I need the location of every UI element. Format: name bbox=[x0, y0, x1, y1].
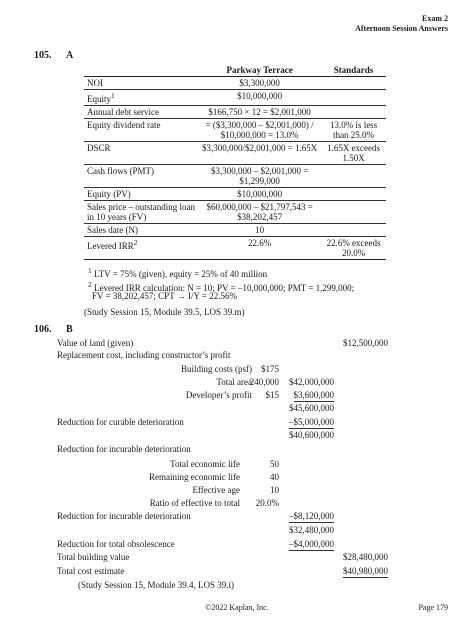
total-cost-value: $40,980,000 bbox=[343, 566, 388, 576]
total-economic-life: 50 bbox=[270, 459, 279, 469]
row-standard bbox=[321, 77, 386, 90]
incurable-deterioration-value: –$8,120,000 bbox=[289, 511, 334, 521]
curable-deterioration-value: –$5,000,000 bbox=[289, 417, 334, 427]
row-label: Annual debt service bbox=[84, 106, 198, 119]
row-standard bbox=[321, 106, 386, 119]
remaining-economic-life: 40 bbox=[270, 472, 279, 482]
row-value: $10,000,000 bbox=[198, 188, 321, 201]
footnote-2-line1: Levered IRR calculation: N = 10; PV = –10,000,000; PMT = 1,299,000; bbox=[94, 283, 355, 293]
total-economic-life-label: Total economic life bbox=[170, 459, 240, 469]
page-number: Page 179 bbox=[418, 603, 448, 612]
row-value: 10 bbox=[198, 224, 321, 237]
copyright: ©2022 Kaplan, Inc. bbox=[205, 603, 269, 612]
footnote-2-line2: FV = 38,202,457; CPT → I/Y = 22.56% bbox=[92, 291, 237, 301]
column-header-standards: Standards bbox=[321, 64, 386, 77]
row-standard: 1.65X exceeds 1.50X bbox=[321, 142, 386, 165]
ratio-label: Ratio of effective to total bbox=[149, 498, 240, 508]
row-label-cell bbox=[84, 90, 198, 106]
row-value: = ($3,300,000 – $2,001,000) / $10,000,000 = 13.0% bbox=[198, 119, 321, 142]
replacement-cost-label: Replacement cost, including constructor’s profit bbox=[57, 350, 231, 360]
value-of-land-label: Value of land (given) bbox=[57, 338, 134, 348]
obsolescence-label: Reduction for total obsolescence bbox=[57, 539, 175, 549]
row-label: Sales price – outstanding loan in 10 years (FV) bbox=[84, 201, 198, 224]
table-row bbox=[84, 188, 386, 201]
obsolescence-value: –$4,000,000 bbox=[289, 539, 334, 549]
row-label: NOI bbox=[84, 77, 198, 90]
row-value: $166,750 × 12 = $2,001,000 bbox=[198, 106, 321, 119]
row-label: Levered IRR bbox=[87, 241, 134, 251]
row-value: $10,000,000 bbox=[198, 90, 321, 106]
remaining-economic-life-label: Remaining economic life bbox=[149, 472, 240, 482]
footnote-1-text: LTV = 75% (given), equity = 25% of 40 million bbox=[94, 269, 268, 279]
row-standard bbox=[321, 201, 386, 224]
table-row bbox=[84, 90, 386, 106]
session-label: Afternoon Session Answers bbox=[355, 24, 448, 33]
subtotal-after-curable: $40,600,000 bbox=[289, 430, 334, 440]
row-label: Cash flows (PMT) bbox=[84, 165, 198, 188]
value-of-land: $12,500,000 bbox=[343, 338, 388, 348]
row-label: Equity (PV) bbox=[84, 188, 198, 201]
table-row bbox=[84, 106, 386, 119]
row-standard: 22.6% exceeds 20.0% bbox=[321, 237, 386, 260]
building-costs-label: Building costs (psf) bbox=[181, 364, 252, 374]
q106-reference: (Study Session 15, Module 39.4, LOS 39.i) bbox=[78, 580, 235, 590]
total-area-label: Total area bbox=[216, 377, 252, 387]
row-label: Equity bbox=[87, 94, 111, 104]
row-value: $3,300,000/$2,001,000 = 1.65X bbox=[198, 142, 321, 165]
row-label: Equity dividend rate bbox=[84, 119, 198, 142]
footnote-marker: 2 bbox=[133, 238, 138, 247]
footnote-1-marker: 1 bbox=[88, 266, 92, 275]
developer-profit-value: $3,600,000 bbox=[293, 390, 334, 400]
row-value: $3,300,000 bbox=[198, 77, 321, 90]
total-cost-label: Total cost estimate bbox=[57, 566, 125, 576]
row-label: DSCR bbox=[84, 142, 198, 165]
exam-label: Exam 2 bbox=[422, 14, 448, 23]
total-building-label: Total building value bbox=[57, 552, 130, 562]
effective-age: 10 bbox=[270, 485, 279, 495]
row-label: Sales date (N) bbox=[84, 224, 198, 237]
table-header-blank bbox=[84, 64, 198, 77]
subtotal-replacement-cost: $45,600,000 bbox=[289, 403, 334, 413]
row-standard bbox=[321, 90, 386, 106]
q105-reference: (Study Session 15, Module 39.5, LOS 39.m) bbox=[84, 307, 245, 317]
q105-number: 105. bbox=[34, 50, 52, 61]
building-costs: $175 bbox=[261, 364, 279, 374]
table-row bbox=[84, 224, 386, 237]
column-header-property: Parkway Terrace bbox=[198, 64, 321, 77]
table-header-row bbox=[84, 64, 386, 77]
q106-number: 106. bbox=[34, 324, 52, 335]
developer-profit-rate: $15 bbox=[265, 390, 279, 400]
row-standard: 13.0% is less than 25.0% bbox=[321, 119, 386, 142]
row-label-cell bbox=[84, 237, 198, 260]
row-standard bbox=[321, 224, 386, 237]
subtotal-after-incurable: $32,480,000 bbox=[289, 525, 334, 535]
table-row bbox=[84, 77, 386, 90]
row-value: 22.6% bbox=[198, 237, 321, 260]
row-value: $3,300,000 – $2,001,000 = $1,299,000 bbox=[198, 165, 321, 188]
curable-deterioration-label: Reduction for curable deterioration bbox=[57, 417, 184, 427]
incurable-deterioration-label: Reduction for incurable deterioration bbox=[57, 511, 191, 521]
table-row bbox=[84, 201, 386, 224]
footnote-marker: 1 bbox=[111, 91, 115, 100]
developer-profit-label: Developer’s profit bbox=[185, 390, 252, 400]
table-row bbox=[84, 165, 386, 188]
total-area: 240,000 bbox=[249, 377, 279, 387]
total-area-value: $42,000,000 bbox=[289, 377, 334, 387]
effective-age-label: Effective age bbox=[192, 485, 240, 495]
table-row bbox=[84, 237, 386, 260]
footnote-2-marker: 2 bbox=[88, 280, 92, 289]
ratio-value: 20.0% bbox=[255, 498, 279, 508]
footnote-1 bbox=[88, 266, 378, 279]
q105-table bbox=[84, 64, 386, 260]
row-standard bbox=[321, 165, 386, 188]
q105-answer: A bbox=[66, 50, 74, 61]
incurable-deterioration-header: Reduction for incurable deterioration bbox=[57, 444, 191, 454]
table-row bbox=[84, 119, 386, 142]
q106-answer: B bbox=[66, 324, 73, 335]
row-standard bbox=[321, 188, 386, 201]
row-value: $60,000,000 – $21,797,543 = $38,202,457 bbox=[198, 201, 321, 224]
table-row bbox=[84, 142, 386, 165]
total-building-value: $28,480,000 bbox=[343, 552, 388, 562]
